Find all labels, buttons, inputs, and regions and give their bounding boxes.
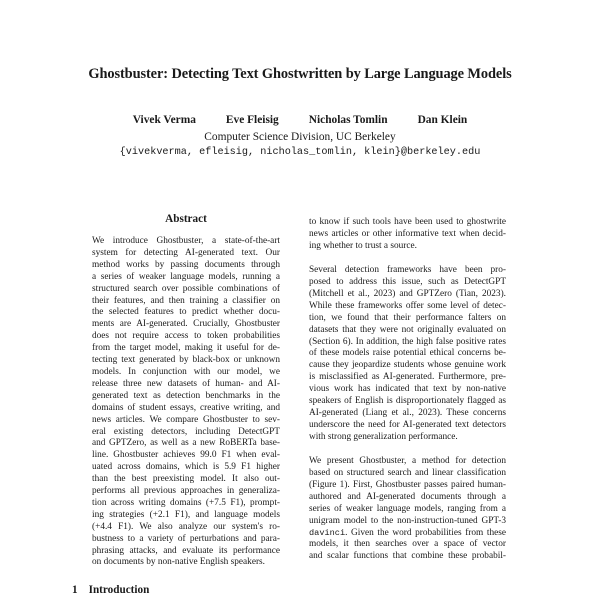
text-line: domains of student essays, creative writing, and [92,402,280,413]
text-line: models, it then searches over a space of vector [309,539,506,550]
text-line: than the best preexisting model. It also out- [92,474,280,485]
text-line: a series of weaker language models, running a [92,271,280,282]
author-emails: {vivekverma, efleisig, nicholas_tomlin, klein}@berkeley.edu [119,147,481,158]
text-line: method works by passing documents through [92,259,280,270]
text-line: (Section 6). In addition, the high false positive rates [309,336,506,347]
author-list [0,114,600,126]
text-line: phrasing attacks, and evaluate its performance [92,545,280,556]
text-fragment: . Given the word probabilities from these [345,527,506,538]
text-line: (Mitchell et al., 2023) and GPTZero (Tian, 2023). [309,288,506,299]
text-line: Several detection frameworks have been pro- [309,265,506,276]
text-line: We present Ghostbuster, a method for detection [309,456,506,467]
author: Nicholas Tomlin [308,114,388,126]
text-line: to know if such tools have been used to ghostwrite [309,217,506,227]
author: Dan Klein [417,114,468,126]
text-line: and scalar functions that combine these probabil- [309,551,506,562]
text-line: news articles. We compare Ghostbuster to sev- [92,414,280,425]
text-line: cause they jeopardize students whose genuine work [309,360,506,371]
text-line: generated text as detection benchmarks in the [92,390,280,401]
text-line: (+4.4 F1). We also analyze our system's ro- [92,521,280,532]
author: Vivek Verma [132,114,196,126]
text-line: unigram model to the non-instruction-tuned GPT-3 [309,515,506,526]
text-line: on documents by non-native English speakers. [92,557,265,568]
text-line: While these frameworks offer some level of detec- [309,300,506,311]
text-line: does not require access to token probabilities [92,331,280,342]
text-line: tion, we found that their performance falters on [309,312,506,323]
text-line: news articles or other informative text when decid- [309,228,506,239]
text-line: with strong generalization performance. [309,431,458,442]
inline-code: davinci [309,527,346,538]
section-heading [72,584,149,596]
text-line: line. Ghostbuster achieves 99.0 F1 when eval- [92,450,280,461]
text-line: tecting text generated by black-box or unknown [92,355,280,366]
text-line: ing strategies (+2.1 F1), and language models [92,509,280,520]
right-column [309,217,506,576]
affiliation: Computer Science Division, UC Berkeley [204,131,396,143]
abstract-heading: Abstract [165,213,207,225]
text-line: AI-generated (Liang et al., 2023). These concerns [309,407,506,418]
text-line: underscore the need for AI-generated text detectors [309,419,506,430]
paragraph [309,456,506,563]
section-title: Introduction [88,584,150,596]
author: Eve Fleisig [225,114,279,126]
text-line: vious work has indicated that text by non-native [309,384,506,395]
text-line: ing whether to trust a source. [309,240,417,251]
text-line: series of weaker language models, ranging from a [309,503,506,514]
text-line: We introduce Ghostbuster, a state-of-the-art [92,236,280,246]
text-line: uated across domains, which is 5.9 F1 higher [92,462,280,473]
text-line: eral existing detectors, including DetectGPT [92,426,280,437]
text-line: (Figure 1). First, Ghostbuster passes paired human- [309,479,506,490]
text-line: authored and AI-generated documents through a [309,491,506,502]
text-line: of these models raise potential ethical concerns be- [309,348,506,359]
text-line: their features, and then training a classifier on [92,295,280,306]
paragraph [309,265,506,444]
text-line: system for detecting AI-generated text. Our [92,247,280,258]
text-line: performs all previous approaches in generaliza- [92,486,280,497]
text-line: tion across writing domains (+7.5 F1), prompt- [92,497,280,508]
text-line [309,528,506,540]
paragraph [309,217,506,253]
text-line: and GPTZero, as well as a new RoBERTa base- [92,438,280,449]
abstract-body [92,236,280,569]
text-line: based on structured search and linear classification [309,468,506,478]
text-line: the selected features to predict whether docu- [92,307,280,318]
text-line: posed to address this issue, such as DetectGPT [309,277,506,288]
text-line: bustness to a variety of perturbations and para- [92,533,280,544]
text-line: speakers of English is disproportionately flagged as [309,396,506,407]
text-line: structured search over possible combinations of [92,283,280,294]
text-line: models. In conjunction with our model, we [92,366,280,377]
section-number: 1 [72,584,78,596]
text-line: ments are AI-generated. Crucially, Ghostbuster [92,319,280,330]
text-line: datasets that they were not originally evaluated on [309,324,506,335]
text-line: from the target model, making it useful for de- [92,343,280,354]
text-line: release three new datasets of human- and AI- [92,378,280,389]
text-line: is misclassified as AI-generated. Furthermore, pre- [309,372,506,383]
paper-title: Ghostbuster: Detecting Text Ghostwritten by Large Language Models [88,66,512,82]
